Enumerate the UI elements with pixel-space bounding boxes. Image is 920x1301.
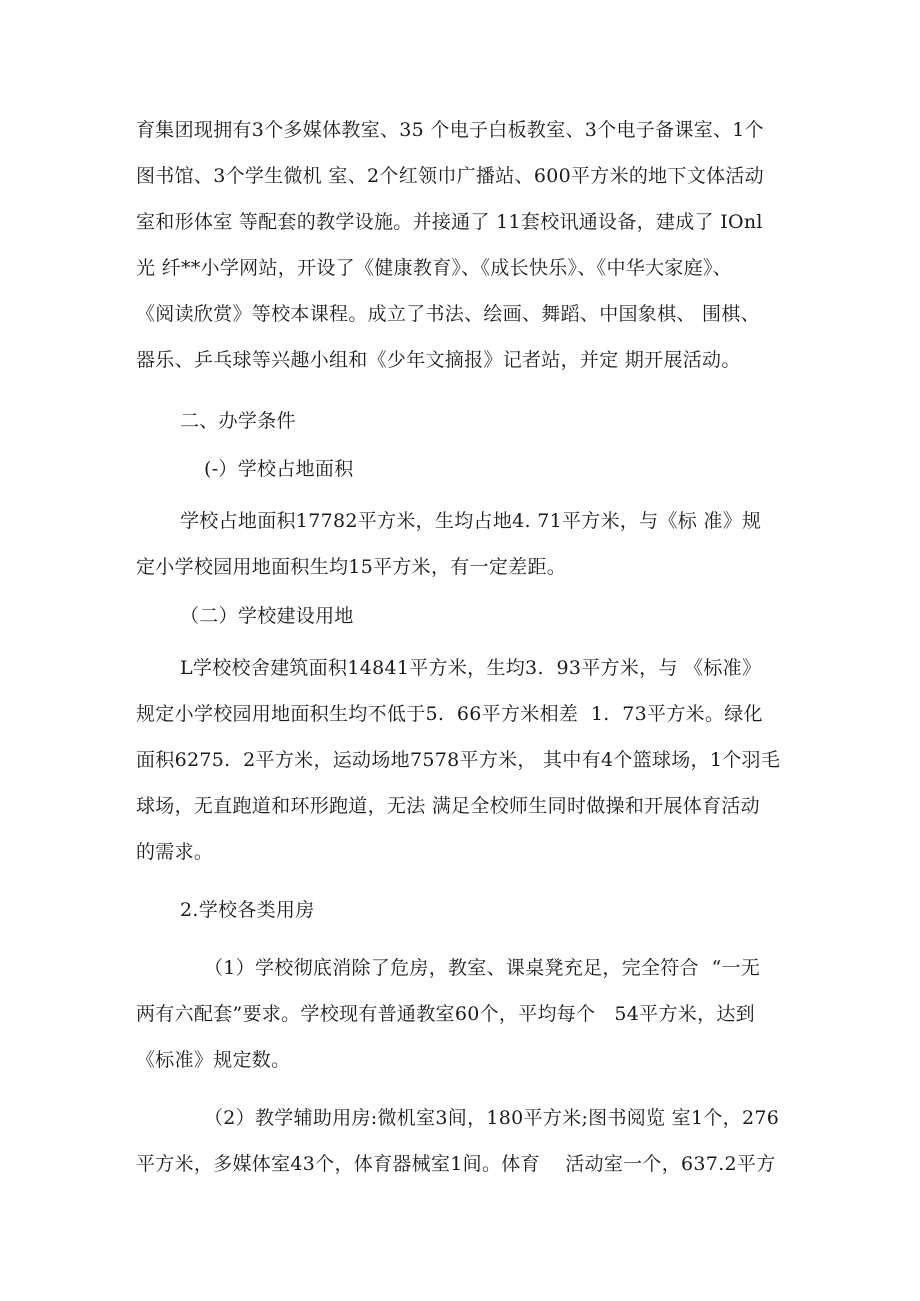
text-line: 光 纤**小学网站，开设了《健康教育》、《成长快乐》、《中华大家庭》、 [136, 257, 733, 279]
text-line: 育集团现拥有3个多媒体教室、35 个电子白板教室、3个电子备课室、1个 [136, 119, 764, 141]
text-line: （2）教学辅助用房:微机室3间，180平方米;图书阅览 室1个，276 [204, 1107, 780, 1129]
text-line: 两有六配套”要求。学校现有普通教室60个，平均每个 54平方米，达到 [136, 1003, 755, 1025]
text-line: 定小学校园用地面积生均15平方米，有一定差距。 [136, 556, 567, 578]
text-line: 球场，无直跑道和环形跑道，无法 满足全校师生同时做操和开展体育活动 [136, 795, 760, 817]
subsection-heading: （二）学校建设用地 [180, 605, 354, 627]
text-line: 面积6275. 2平方米，运动场地7578平方米， 其中有4个篮球场，1个羽毛 [136, 749, 781, 771]
text-line: 平方米，多媒体室43个，体育器械室1间。体育 活动室一个，637.2平方 [136, 1153, 776, 1175]
text-line: 的需求。 [136, 841, 214, 863]
text-line: 器乐、乒乓球等兴趣小组和《少年文摘报》记者站，并定 期开展活动。 [136, 349, 741, 371]
text-line: 图书馆、3个学生微机 室、2个红领巾广播站、600平方米的地下文体活动 [136, 165, 764, 187]
text-line: 学校占地面积17782平方米，生均占地4. 71平方米，与《标 准》规 [180, 510, 762, 532]
text-line: 《标准》规定数。 [136, 1049, 291, 1071]
subsection-heading: 2.学校各类用房 [180, 899, 315, 921]
text-line: L学校校舍建筑面积14841平方米，生均3. 93平方米，与 《标准》 [180, 657, 762, 679]
text-line: （1）学校彻底消除了危房，教室、课桌凳充足，完全符合 “一无 [204, 957, 761, 979]
text-line: 《阅读欣赏》等校本课程。成立了书法、绘画、舞蹈、中国象棋、 围棋、 [136, 303, 760, 325]
subsection-heading: (-）学校占地面积 [204, 458, 354, 480]
section-heading: 二、办学条件 [180, 410, 296, 432]
text-line: 室和形体室 等配套的教学设施。并接通了 11套校讯通设备，建成了 IOnl [136, 211, 763, 233]
text-line: 规定小学校园用地面积生均不低于5. 66平方米相差 1. 73平方米。绿化 [136, 703, 763, 725]
